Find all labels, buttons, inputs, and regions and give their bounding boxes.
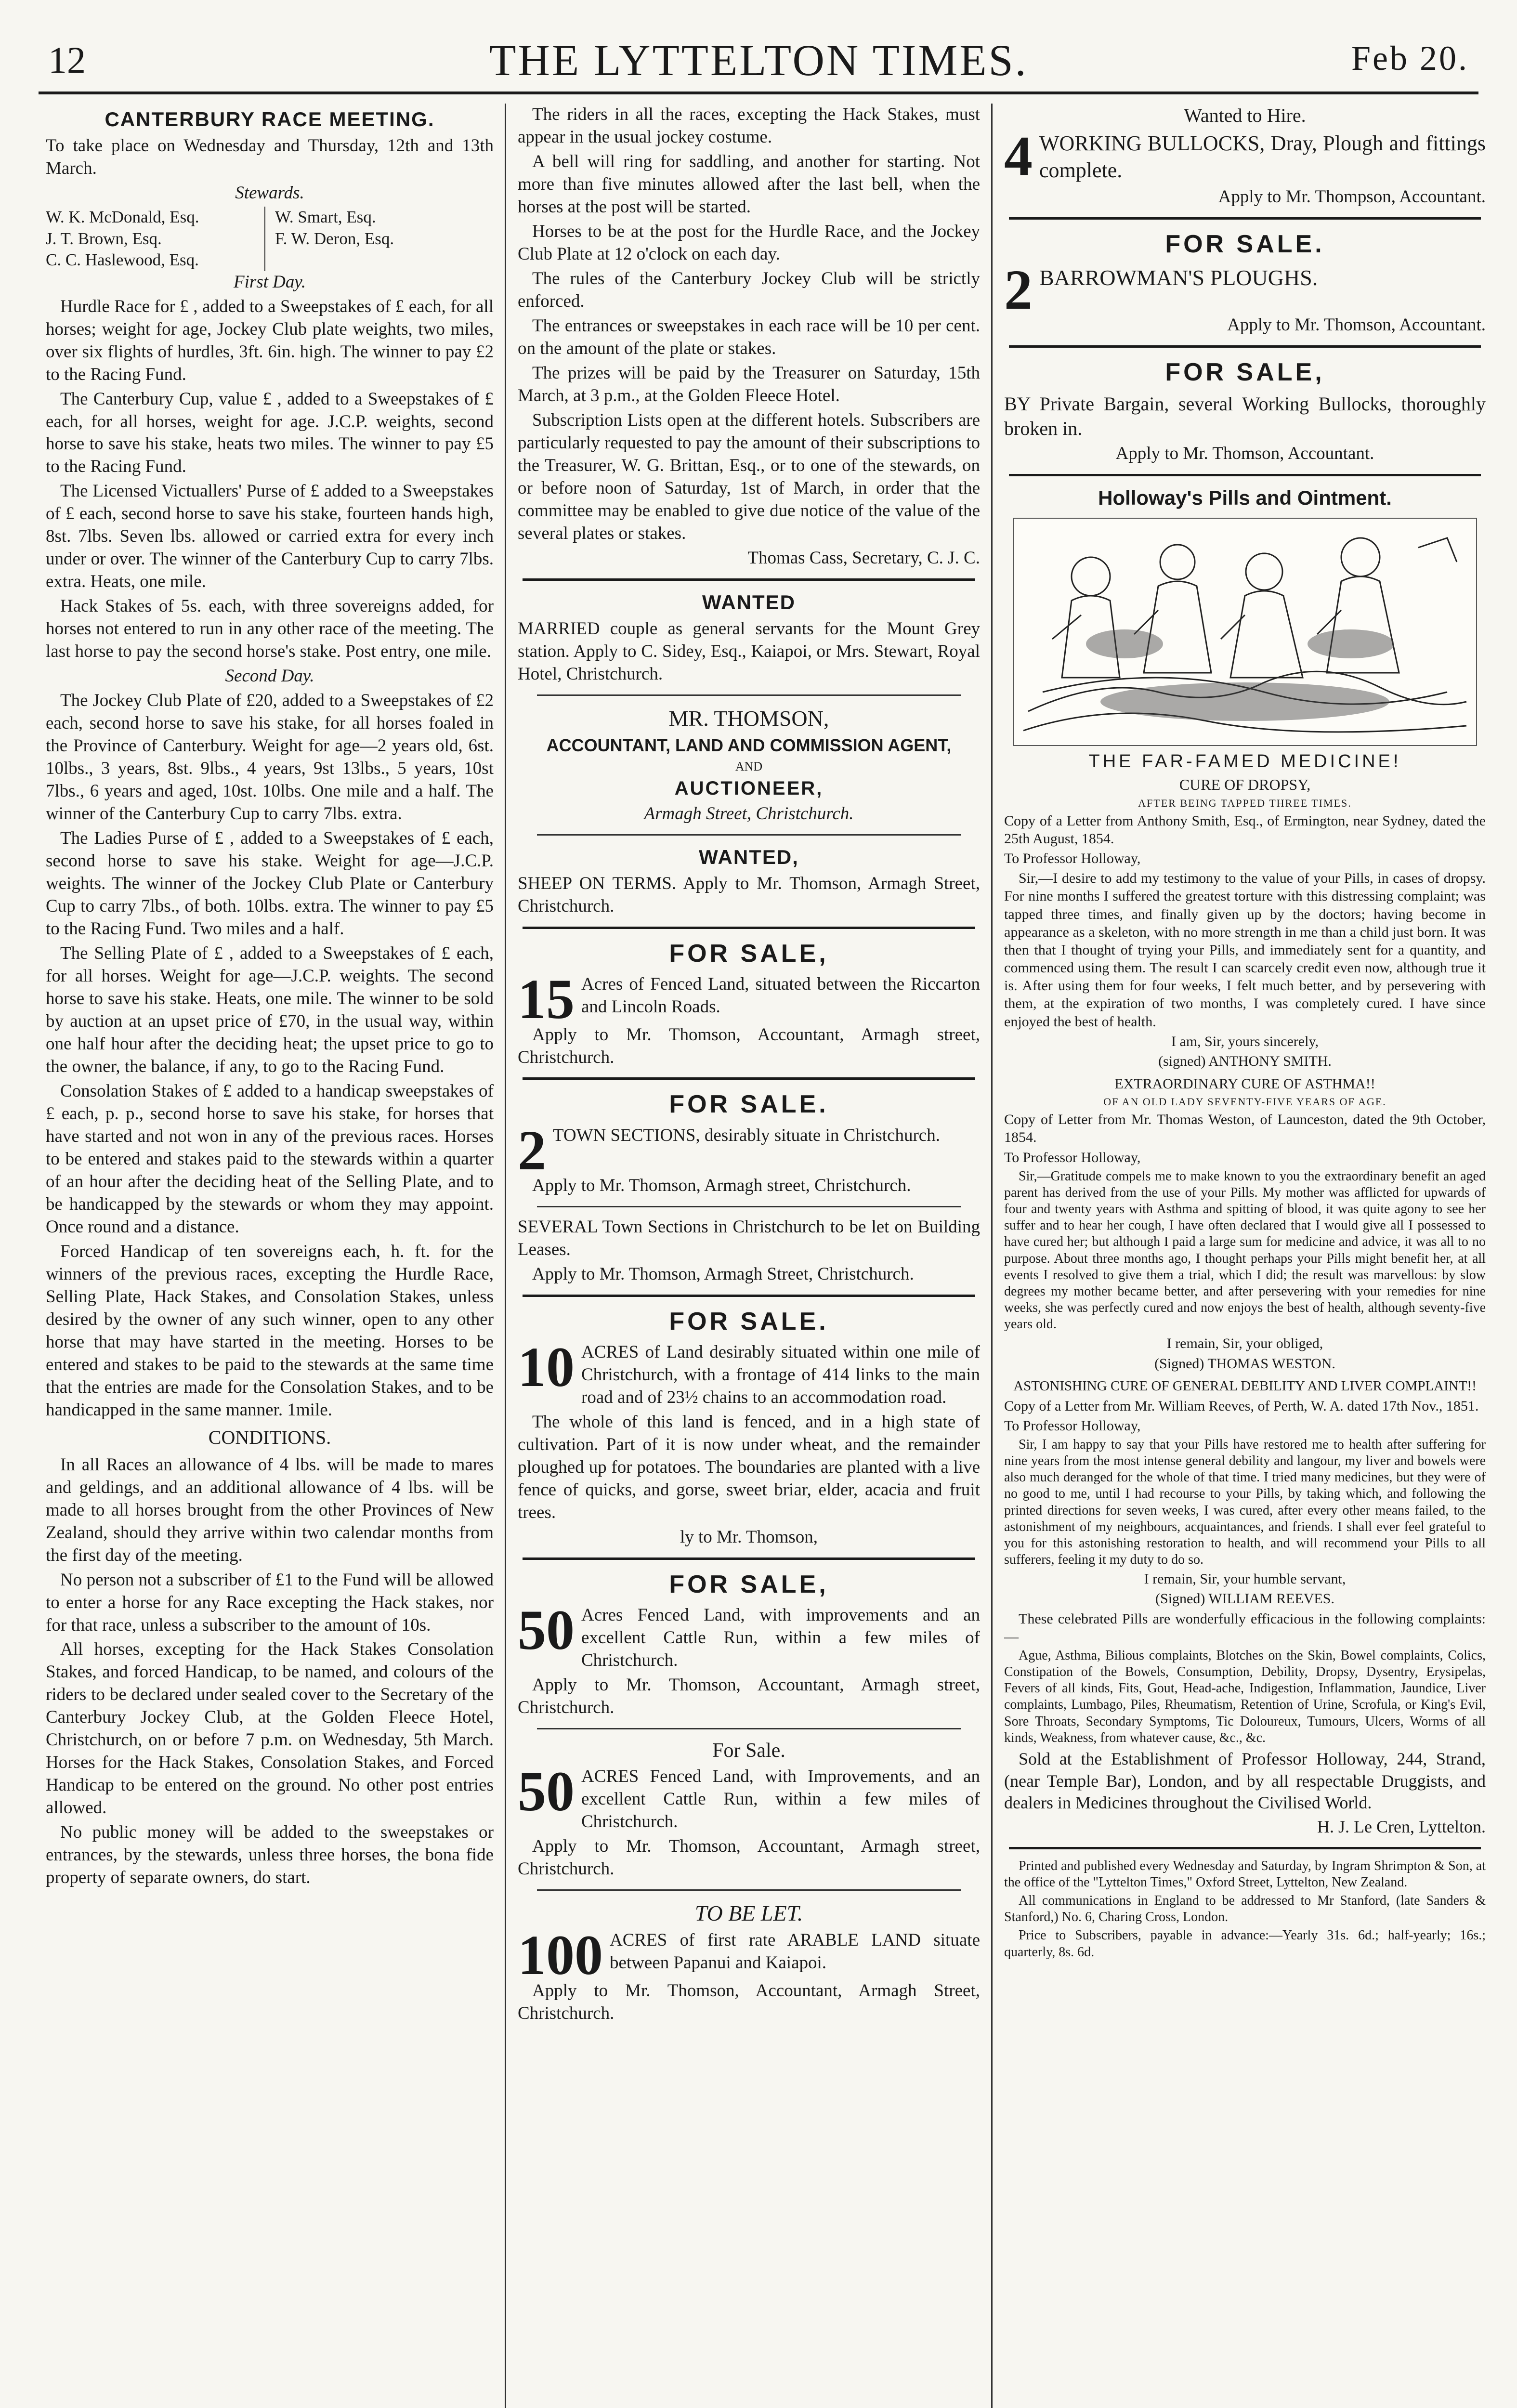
far-famed-heading: THE FAR-FAMED MEDICINE!	[1088, 751, 1401, 772]
divider	[1009, 217, 1481, 220]
race-paragraph: A bell will ring for saddling, and another for starting. Not more than five minutes allowed after the last bell, when the horses at the post will be started.	[518, 151, 980, 217]
stewards-list	[46, 207, 494, 271]
divider	[523, 1077, 975, 1080]
sale-ad-text: Acres of Fenced Land, situated between the Riccarton and Lincoln Roads.	[581, 974, 980, 1017]
newspaper-title: THE LYTTELTON TIMES.	[489, 36, 1028, 85]
race-entry: The Licensed Victuallers' Purse of £ added to a Sweepstakes of £ each, second horse to save his stake, fourteen hands high, 8st. 7lbs. Seven lbs. allowed or carried extra for every inch under or over. The winner of the Canterbury Cup to carry 7lbs. extra. Heats, one mile.	[46, 481, 494, 592]
thomson-and: AND	[735, 759, 763, 774]
letter-body: Sir,—I desire to add my testimony to the value of your Pills, in cases of dropsy. For nine months I suffered the greatest torture with this distressing complaint; was tapped three times, and finally given up by the doctors; having become in appearance as a skeleton, with no more strength in me than a child just born. It was then that I thought of trying your Pills, and immediately sent for a quantity, and commenced using them. The result I can scarcely credit even now, although true it is. After using them for four weeks, I felt much better, and by persevering with them, at the expiration of two months, I was completely cured. I have since enjoyed the best of health.	[1004, 870, 1486, 1030]
for-sale-heading: FOR SALE.	[669, 1090, 829, 1119]
holloway-agent: H. J. Le Cren, Lyttelton.	[1317, 1817, 1486, 1837]
ad-number: 2	[518, 1118, 546, 1182]
column-2	[518, 104, 980, 2408]
ad-number: 100	[518, 1924, 603, 1987]
thomson-address: Armagh Street, Christchurch.	[644, 803, 854, 824]
divider	[537, 834, 961, 836]
race-paragraph: Subscription Lists open at the different hotels. Subscribers are particularly requested to pay the amount of their subscriptions to the Treasurer, W. G. Brittan, Esq., or to one of the stewards, on or before noon of Saturday, 1st of March, in order that the committee may be enabled to give due notice of the value of the several plates or stakes.	[518, 410, 980, 543]
letter-closing: I am, Sir, yours sincerely,	[1171, 1033, 1319, 1049]
letter-intro: Copy of a Letter from Anthony Smith, Esq., of Ermington, near Sydney, dated the 25th August, 1854.	[1004, 812, 1486, 847]
steward-name: F. W. Deron, Esq.	[275, 229, 394, 248]
ad-number: 4	[1004, 124, 1033, 187]
holloway-sold-at: Sold at the Establishment of Professor Holloway, 244, Strand, (near Temple Bar), London, and by all respectable Druggists, and dealers in Medicines throughout the Civilised World.	[1004, 1749, 1486, 1813]
letter-signature: (signed) ANTHONY SMITH.	[1158, 1053, 1332, 1070]
ad-number: 15	[518, 968, 575, 1031]
condition-paragraph: All horses, excepting for the Hack Stakes Consolation Stakes, and forced Handicap, to be named, and colours of the riders to be declared under sealed cover to the Secretary of the Canterbury Jockey Club, at the Golden Fleece Hotel, Christchurch, on or before 7 p.m. on Wednesday, 5th March. Horses for the Hack Stakes, Consolation Stakes, and Forced Handicap to be entered on the ground. No other post entries allowed.	[46, 1639, 494, 1818]
testimonial-subheading: OF AN OLD LADY SEVENTY-FIVE YEARS OF AGE.	[1103, 1096, 1386, 1108]
testimonial-heading: CURE OF DROPSY,	[1179, 776, 1311, 794]
let-ad-text: ACRES of first rate ARABLE LAND situate between Papanui and Kaiapoi.	[610, 1930, 980, 1973]
sale-apply: Apply to Mr. Thomson, Armagh Street, Christchurch.	[532, 1264, 914, 1284]
conditions-heading: CONDITIONS.	[208, 1426, 331, 1448]
for-sale-heading: FOR SALE.	[1165, 230, 1325, 258]
sale-apply: Apply to Mr. Thomson, Accountant, Armagh street, Christchurch.	[518, 1836, 980, 1879]
letter-closing: I remain, Sir, your obliged,	[1166, 1335, 1323, 1352]
sale-apply: Apply to Mr. Thomson, Accountant.	[1115, 444, 1374, 464]
race-paragraph: Horses to be at the post for the Hurdle Race, and the Jockey Club Plate at 12 o'clock on each day.	[518, 221, 980, 264]
race-paragraph: The prizes will be paid by the Treasurer on Saturday, 15th March, at 3 p.m., at the Golden Fleece Hotel.	[518, 363, 980, 406]
letter-signature: (Signed) THOMAS WESTON.	[1154, 1355, 1335, 1372]
race-entry: The Selling Plate of £ , added to a Sweepstakes of £ each, for all horses. Weight for age—J.C.P. weights. The second horse to save his stake. Heats, one mile. The winner to be sold by auction at an upset price of £70, in the usual way, within one half hour after the deciding heat; the upset price to go to the owner, the balance, if any, to go to the Racing Fund.	[46, 943, 494, 1077]
hire-apply: Apply to Mr. Thompson, Accountant.	[1218, 186, 1486, 207]
race-entry: The Jockey Club Plate of £20, added to a Sweepstakes of £2 each, second horse to save his stake, for all horses foaled in the Province of Canterbury. Weight for age—2 years old, 6st. 10lbs., 3 years, 8st. 9lbs., 4 years, 9st 13lbs., 5 years, 10st 7lbs., 6 years and aged, 10st. 10lbs. One mile and a half. The winner of the Canterbury Cup to carry 7lbs. extra.	[46, 691, 494, 824]
wanted-heading: WANTED,	[699, 845, 799, 868]
steward-name: W. Smart, Esq.	[275, 208, 376, 227]
let-apply: Apply to Mr. Thomson, Accountant, Armagh Street, Christchurch.	[518, 1980, 980, 2023]
sale-apply: Apply to Mr. Thomson, Accountant, Armagh street, Christchurch.	[518, 1024, 980, 1067]
letter-intro: Copy of a Letter from Mr. William Reeves, of Perth, W. A. dated 17th Nov., 1851.	[1004, 1398, 1479, 1414]
divider	[537, 1728, 961, 1729]
sale-ad-text: ACRES Fenced Land, with Improvements, and an excellent Cattle Run, within a few miles of Christchurch.	[581, 1766, 980, 1832]
race-paragraph: The riders in all the races, excepting the Hack Stakes, must appear in the usual jockey costume.	[518, 105, 980, 147]
column-divider	[991, 104, 993, 2408]
complaints-intro: These celebrated Pills are wonderfully efficacious in the following complaints:—	[1004, 1610, 1486, 1645]
for-sale-heading: FOR SALE,	[1165, 358, 1325, 386]
divider	[537, 694, 961, 696]
for-sale-heading: FOR SALE,	[669, 1570, 829, 1598]
for-sale-heading: For Sale.	[712, 1739, 785, 1762]
stewards-label: Stewards.	[235, 183, 304, 203]
steward-name: C. C. Haslewood, Esq.	[46, 250, 199, 270]
letter-closing: I remain, Sir, your humble servant,	[1144, 1571, 1346, 1587]
letter-body: Sir,—Gratitude compels me to make known to you the extraordinary benefit an aged parent has derived from the use of your Pills. My mother was afflicted for upwards of four and twenty years with Asthma and spitting of blood, it was quite agony to see her suffer and to hear her cough, I have often declared that I would give all I possessed to have cured her; but although I paid a large sum for medicine and advice, it was all to no purpose. About three months ago, I thought perhaps your Pills might benefit her, at all events I resolved to give them a trial, which I did; the result was marvellous: by slow degrees my mother became better, and after persevering with your remedies for nine weeks, she was perfectly cured and now enjoys the best of health, although seventy-five years old.	[1004, 1168, 1486, 1332]
thomson-title: ACCOUNTANT, LAND AND COMMISSION AGENT,	[546, 735, 952, 756]
sale-apply: Apply to Mr. Thomson, Accountant, Armagh street, Christchurch.	[518, 1675, 980, 1717]
column-divider	[505, 104, 506, 2408]
steward-name: W. K. McDonald, Esq.	[46, 208, 199, 227]
imprint-price: Price to Subscribers, payable in advance:—Yearly 31s. 6d.; half-yearly; 16s.; quarterly, 8s. 6d.	[1004, 1928, 1486, 1960]
issue-date: Feb 20.	[1351, 39, 1469, 78]
first-day-label: First Day.	[233, 272, 306, 292]
testimonial-heading: EXTRAORDINARY CURE OF ASTHMA!!	[1114, 1076, 1375, 1092]
sale-ad-text: The whole of this land is fenced, and in a high state of cultivation. Part of it is now under wheat, and the remainder ploughed up for potatoes. The boundaries are planted with a live fence of quicks, and gorse, sweet briar, elder, acacia and fruit trees.	[518, 1412, 980, 1522]
race-meeting-heading: CANTERBURY RACE MEETING.	[105, 108, 435, 131]
to-let-heading: TO BE LET.	[694, 1900, 803, 1925]
sale-ad-text: ACRES of Land desirably situated within one mile of Christchurch, with a frontage of 414 links to the main road and of 23½ chains to an accommodation road.	[581, 1342, 980, 1407]
letter-body: Sir, I am happy to say that your Pills have restored me to health after suffering for nine years from the most intense general debility and langour, my liver and bowels were also much deranged for the whole of that time. I tried many medicines, but they were of no good to me, until I had recourse to your Pills, by taking which, and following the printed directions for seven weeks, I was cured, after every other means failed, to the astonishment of my neighbours, acquaintances, and friends. I shall ever feel grateful to you for this astonishing restoration to health, and will recommend your Pills to all sufferers, feeling it my duty to do so.	[1004, 1437, 1486, 1568]
holloway-engraving-illustration	[1013, 518, 1477, 746]
testimonial-heading: ASTONISHING CURE OF GENERAL DEBILITY AND LIVER COMPLAINT!!	[1013, 1378, 1477, 1394]
imprint-printed: Printed and published every Wednesday and Saturday, by Ingram Shrimpton & Son, at the office of the "Lyttelton Times," Oxford Street, Lyttelton, New Zealand.	[1004, 1858, 1486, 1890]
race-entry: The Ladies Purse of £ , added to a Sweepstakes of £ each, second horse to save his stake. Weight for age—J.C.P. weights. The winner of the Jockey Club Plate or Canterbury Cup to carry 7lbs., of both. 10lbs. extra. The winner to pay £5 to the Racing Fund. Two miles and a half.	[46, 828, 494, 939]
sale-apply: Apply to Mr. Thomson, Accountant.	[1227, 314, 1486, 335]
thomson-name: MR. THOMSON,	[668, 706, 829, 731]
letter-signature: (Signed) WILLIAM REEVES.	[1155, 1591, 1334, 1607]
divider	[1009, 345, 1481, 348]
race-entry: Hack Stakes of 5s. each, with three sovereigns added, for horses not entered to run in any other race of the meeting. The last horse to pay the second horse's stake. Post entry, one mile.	[46, 596, 494, 662]
second-day-label: Second Day.	[225, 666, 314, 686]
steward-name: J. T. Brown, Esq.	[46, 229, 162, 248]
town-sections-ad: SEVERAL Town Sections in Christchurch to be let on Building Leases.	[518, 1217, 980, 1259]
testimonial-subheading: AFTER BEING TAPPED THREE TIMES.	[1138, 797, 1352, 809]
wanted-sheep-ad: SHEEP ON TERMS. Apply to Mr. Thomson, Armagh Street, Christchurch.	[518, 874, 980, 916]
letter-intro: Copy of Letter from Mr. Thomas Weston, of Launceston, dated the 9th October, 1854.	[1004, 1112, 1486, 1146]
imprint-communications: All communications in England to be addressed to Mr Stanford, (late Sanders & Stanford,) No. 6, Charing Cross, London.	[1004, 1893, 1486, 1925]
divider	[523, 927, 975, 929]
race-intro: To take place on Wednesday and Thursday, 12th and 13th March.	[46, 136, 494, 179]
sale-ad-text: BARROWMAN'S PLOUGHS.	[1039, 265, 1318, 290]
masthead	[39, 29, 1478, 94]
condition-paragraph: No person not a subscriber of £1 to the Fund will be allowed to enter a horse for any Race excepting the Hack stakes, nor for that race, unless a subscriber to the amount of 10s.	[46, 1570, 494, 1635]
divider	[523, 1557, 975, 1560]
bullocks-ad: BY Private Bargain, several Working Bullocks, thoroughly broken in.	[1004, 393, 1486, 439]
hire-ad-text: WORKING BULLOCKS, Dray, Plough and fittings complete.	[1039, 131, 1486, 182]
race-entry: Hurdle Race for £ , added to a Sweepstakes of £ each, for all horses; weight for age, Jockey Club plate weights, two miles, over six flights of hurdles, 3ft. 6in. high. The winner to pay £2 to the Racing Fund.	[46, 296, 494, 384]
divider	[523, 1295, 975, 1297]
divider	[523, 578, 975, 581]
sale-apply: Apply to Mr. Thomson, Armagh street, Christchurch.	[532, 1175, 911, 1195]
ad-number: 10	[518, 1335, 575, 1399]
sale-ad-text: TOWN SECTIONS, desirably situate in Christchurch.	[553, 1125, 940, 1145]
column-1	[46, 104, 494, 2408]
race-entry: The Canterbury Cup, value £ , added to a Sweepstakes of £ each, for all horses, weight for age. J.C.P. weights, second horse to save his stake, heats two miles. The winner to pay £5 to the Racing Fund.	[46, 389, 494, 477]
divider	[537, 1206, 961, 1207]
ad-number: 50	[518, 1759, 575, 1823]
wanted-servants-ad: MARRIED couple as general servants for the Mount Grey station. Apply to C. Sidey, Esq., Kaiapoi, or Mrs. Stewart, Royal Hotel, Christchurch.	[518, 619, 980, 684]
divider	[1009, 1847, 1481, 1849]
ad-number: 50	[518, 1598, 575, 1662]
wanted-heading: WANTED	[702, 590, 796, 614]
secretary-signature: Thomas Cass, Secretary, C. J. C.	[747, 548, 980, 568]
sale-ad-text: Acres Fenced Land, with improvements and an excellent Cattle Run, within a few miles of Christchurch.	[581, 1605, 980, 1670]
divider	[1009, 474, 1481, 476]
holloway-heading: Holloway's Pills and Ointment.	[1098, 486, 1392, 510]
for-sale-heading: FOR SALE.	[669, 1307, 829, 1335]
page-number: 12	[48, 39, 86, 81]
sale-apply: ly to Mr. Thomson,	[680, 1527, 818, 1547]
ad-number: 2	[1004, 258, 1033, 321]
race-paragraph: The entrances or sweepstakes in each race will be 10 per cent. on the amount of the plate or stakes.	[518, 315, 980, 358]
letter-salutation: To Professor Holloway,	[1004, 1417, 1141, 1434]
letter-salutation: To Professor Holloway,	[1004, 850, 1141, 866]
wanted-hire-heading: Wanted to Hire.	[1184, 105, 1306, 126]
column-3	[1004, 104, 1486, 2408]
divider	[537, 1889, 961, 1891]
letter-salutation: To Professor Holloway,	[1004, 1149, 1141, 1165]
race-paragraph: The rules of the Canterbury Jockey Club will be strictly enforced.	[518, 268, 980, 311]
thomson-auctioneer: AUCTIONEER,	[674, 778, 824, 799]
race-entry: Forced Handicap of ten sovereigns each, h. ft. for the winners of the previous races, excepting the Hurdle Race, Selling Plate, Hack Stakes, and Consolation Stakes, unless desired by the owner of any such winner, open to any other horse that may have started in the meeting. Horses to be entered and stakes to be paid to the stewards at the same time that the entries are made for the Consolation Stakes, and to be handicapped in the same manner. 1mile.	[46, 1241, 494, 1420]
for-sale-heading: FOR SALE,	[669, 940, 829, 968]
condition-paragraph: No public money will be added to the sweepstakes or entrances, by the stewards, unless three horses, the bona fide property of separate owners, do start.	[46, 1822, 494, 1888]
complaints-list: Ague, Asthma, Bilious complaints, Blotches on the Skin, Bowel complaints, Colics, Constipation of the Bowels, Consumption, Debility, Dropsy, Dysentry, Erysipelas, Fevers of all kinds, Fits, Gout, Head-ache, Indigestion, Inflammation, Jaundice, Liver complaints, Lumbago, Piles, Rheumatism, Retention of Urine, Scrofula, or King's Evil, Sore Throats, Secondary Symptoms, Tic Doloureux, Tumours, Ulcers, Worms of all kinds, Weakness, from whatever cause, &c., &c.	[1004, 1648, 1486, 1745]
condition-paragraph: In all Races an allowance of 4 lbs. will be made to mares and geldings, and an additional allowance of 4 lbs. will be made to all horses brought from the other Provinces of New Zealand, should they arrive within two calendar months from the first day of the meeting.	[46, 1454, 494, 1565]
race-entry: Consolation Stakes of £ added to a handicap sweepstakes of £ each, p. p., second horse to save his stake, for horses that have started and not won in any of the previous races. Horses to be entered and stakes paid to the stewards within a quarter of an hour after the deciding heat of the Selling Plate, and to be handicapped by the stewards or whom they may appoint. Once round and a distance.	[46, 1081, 494, 1237]
